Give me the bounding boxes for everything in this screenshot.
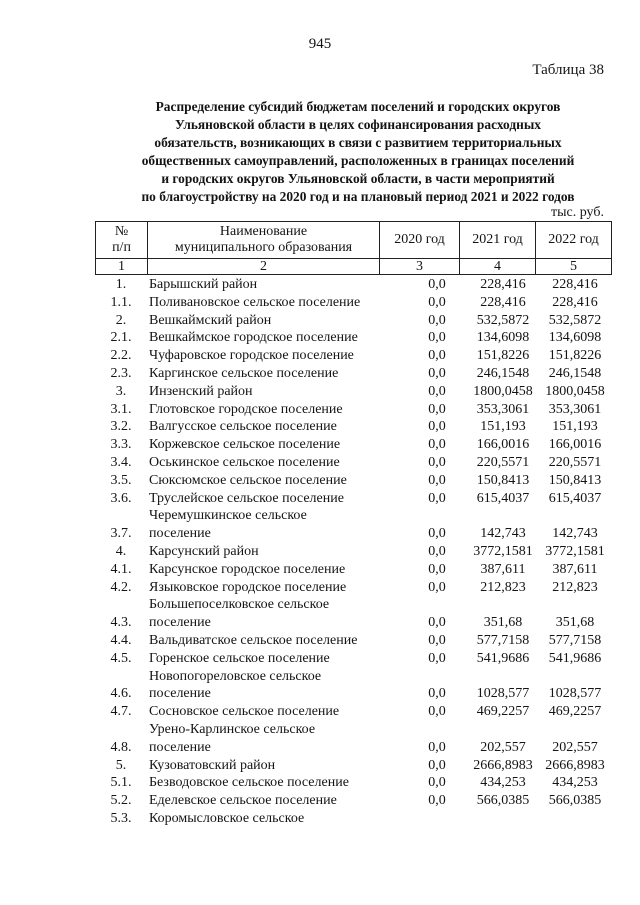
value-2021: 1028,577 [476, 686, 530, 702]
value-2022: 469,2257 [548, 704, 602, 720]
value-2022: 228,416 [552, 294, 598, 310]
row-number: 5.2. [110, 793, 132, 809]
table-row [95, 454, 611, 472]
table-row [95, 774, 611, 792]
value-2021: 577,7158 [476, 632, 530, 648]
row-number: 5. [115, 757, 127, 773]
value-2021: 212,823 [480, 579, 526, 595]
table-row [95, 792, 611, 810]
header-2021: 2021 год [460, 222, 536, 259]
row-name-line: Сосновское сельское поселение [149, 704, 340, 720]
value-2022: 151,193 [552, 419, 598, 435]
table-row [95, 721, 611, 757]
value-2020: 0,0 [428, 615, 446, 631]
row-name [147, 276, 407, 294]
value-2021: 151,8226 [476, 348, 530, 364]
value-2020: 0,0 [428, 277, 446, 292]
value-2022: 2666,8983 [545, 757, 605, 773]
document-title [88, 98, 628, 206]
row-number: 4.3. [110, 615, 132, 631]
value-2022: 541,9686 [548, 650, 602, 666]
row-name-line: Вешкаймское городское поселение [149, 330, 358, 346]
row-name [147, 472, 407, 490]
value-2020: 0,0 [428, 704, 446, 720]
value-2020: 0,0 [428, 419, 446, 435]
row-number: 5.3. [110, 810, 132, 826]
table-row [95, 703, 611, 721]
row-name [147, 383, 407, 401]
value-2020: 0,0 [428, 330, 446, 346]
row-name-line: поселение [149, 739, 211, 755]
row-name-line: Глотовское городское поселение [149, 401, 343, 417]
row-name-line: Кузоватовский район [149, 757, 276, 773]
value-2021: 532,5872 [476, 312, 530, 328]
row-name-line: Коромысловское сельское [149, 810, 305, 826]
value-2020: 0,0 [428, 472, 446, 488]
row-name-line: Поливановское сельское поселение [149, 294, 361, 310]
value-2021: 228,416 [480, 294, 526, 310]
page-number: 945 [308, 36, 332, 52]
row-number: 1. [115, 277, 127, 292]
row-number: 2.3. [110, 365, 132, 381]
value-2021: 220,5571 [476, 454, 530, 470]
value-2021: 353,3061 [476, 401, 530, 417]
row-name-line: Урено-Карлинское сельское [149, 721, 316, 737]
value-2022: 577,7158 [548, 632, 602, 648]
value-2021: 387,611 [480, 561, 526, 577]
value-2021: 3772,1581 [473, 543, 533, 559]
table-row [95, 561, 611, 579]
value-2021: 469,2257 [476, 704, 530, 720]
row-number: 2.1. [110, 330, 132, 346]
row-number: 3.3. [110, 437, 132, 453]
row-name [147, 792, 407, 810]
value-2022: 228,416 [552, 277, 598, 292]
header-num-symbol: № [114, 224, 129, 239]
title-line: Ульяновской области в целях софинансирования расходных [175, 117, 541, 132]
row-name [147, 454, 407, 472]
value-2022: 532,5872 [548, 312, 602, 328]
value-2021: 566,0385 [476, 793, 530, 809]
value-2020: 0,0 [428, 543, 446, 559]
row-name [147, 650, 407, 668]
value-2020: 0,0 [428, 294, 446, 310]
row-name [147, 294, 407, 312]
row-name-line: поселение [149, 526, 211, 542]
header-2022: 2022 год [536, 222, 612, 259]
value-2022: 387,611 [552, 561, 598, 577]
row-number: 3.2. [110, 419, 132, 435]
row-number: 4.1. [110, 561, 132, 577]
header-name-line1: Наименование [219, 224, 308, 239]
table-row [95, 294, 611, 312]
value-2022: 1800,0458 [545, 383, 605, 399]
units-label: тыс. руб. [551, 205, 604, 220]
value-2020: 0,0 [428, 490, 446, 506]
row-name [147, 507, 407, 543]
row-number: 3. [115, 383, 127, 399]
row-name [147, 596, 407, 632]
value-2022: 1028,577 [548, 686, 602, 702]
row-name-line: Коржевское сельское поселение [149, 437, 341, 453]
title-line: по благоустройству на 2020 год и на плановый период 2021 и 2022 годов [141, 189, 575, 204]
table-row [95, 436, 611, 454]
value-2020: 0,0 [428, 739, 446, 755]
row-number: 2. [115, 312, 127, 328]
value-2022: 212,823 [552, 579, 598, 595]
value-2021: 1800,0458 [473, 383, 533, 399]
value-2021: 228,416 [480, 277, 526, 292]
row-name-line: Большепоселковское сельское [149, 597, 330, 613]
column-number: 4 [460, 259, 536, 275]
value-2022: 353,3061 [548, 401, 602, 417]
value-2020: 0,0 [428, 579, 446, 595]
row-name [147, 418, 407, 436]
value-2020: 0,0 [428, 686, 446, 702]
value-2022: 202,557 [552, 739, 598, 755]
value-2021: 150,8413 [476, 472, 530, 488]
row-name [147, 436, 407, 454]
table-row [95, 329, 611, 347]
value-2020: 0,0 [428, 312, 446, 328]
row-name-line: поселение [149, 686, 211, 702]
value-2022: 434,253 [552, 775, 598, 791]
row-name [147, 810, 407, 828]
table-row [95, 650, 611, 668]
table-row [95, 365, 611, 383]
row-number: 4.7. [110, 704, 132, 720]
row-name-line: Горенское сельское поселение [149, 650, 330, 666]
row-number: 4.2. [110, 579, 132, 595]
title-line: и городских округов Ульяновской области, в части мероприятий [161, 171, 555, 186]
row-name [147, 401, 407, 419]
row-number: 3.4. [110, 454, 132, 470]
row-name-line: Вальдиватское сельское поселение [149, 632, 358, 648]
table-row [95, 668, 611, 704]
value-2020: 0,0 [428, 365, 446, 381]
row-name-line: Труслейское сельское поселение [149, 490, 344, 506]
value-2021: 134,6098 [476, 330, 530, 346]
table-row [95, 347, 611, 365]
value-2021: 246,1548 [476, 365, 530, 381]
table-row [95, 418, 611, 436]
value-2021: 615,4037 [476, 490, 530, 506]
value-2022: 220,5571 [548, 454, 602, 470]
row-name [147, 668, 407, 704]
row-name [147, 543, 407, 561]
table-row [95, 757, 611, 775]
value-2021: 166,0016 [476, 437, 530, 453]
row-name-line: Чуфаровское городское поселение [149, 348, 354, 364]
row-name [147, 312, 407, 330]
table-row [95, 507, 611, 543]
row-name-line: Оськинское сельское поселение [149, 454, 340, 470]
value-2022: 134,6098 [548, 330, 602, 346]
value-2022: 3772,1581 [545, 543, 605, 559]
row-name-line: Безводовское сельское поселение [149, 775, 349, 791]
table-row [95, 472, 611, 490]
value-2021: 351,68 [483, 615, 523, 631]
table-label: Таблица 38 [532, 62, 604, 78]
value-2021: 541,9686 [476, 650, 530, 666]
row-name [147, 757, 407, 775]
row-number: 1.1. [110, 294, 132, 310]
table-row [95, 632, 611, 650]
value-2020: 0,0 [428, 632, 446, 648]
value-2021: 2666,8983 [473, 757, 533, 773]
title-line: Распределение субсидий бюджетам поселений и городских округов [155, 99, 561, 114]
row-name-line: Вешкаймский район [149, 312, 272, 328]
value-2022: 166,0016 [548, 437, 602, 453]
row-name [147, 579, 407, 597]
row-name [147, 347, 407, 365]
value-2021: 151,193 [480, 419, 526, 435]
table-row [95, 543, 611, 561]
value-2020: 0,0 [428, 526, 446, 542]
row-number: 4.6. [110, 686, 132, 702]
row-name [147, 721, 407, 757]
row-number: 4.5. [110, 650, 132, 666]
row-name-line: Черемушкинское сельское [149, 508, 307, 524]
value-2022: 615,4037 [548, 490, 602, 506]
row-name-line: Инзенский район [149, 383, 253, 399]
row-number: 3.5. [110, 472, 132, 488]
header-name [148, 222, 380, 259]
row-name-line: Валгусское сельское поселение [149, 419, 337, 435]
row-number: 3.7. [110, 526, 132, 542]
value-2020: 0,0 [428, 437, 446, 453]
header-num-abbr: п/п [112, 240, 131, 255]
row-name [147, 490, 407, 508]
row-number: 4.8. [110, 739, 132, 755]
row-name [147, 774, 407, 792]
value-2022: 246,1548 [548, 365, 602, 381]
value-2020: 0,0 [428, 757, 446, 773]
row-number: 4. [115, 543, 127, 559]
value-2020: 0,0 [428, 793, 446, 809]
table-header [95, 221, 612, 275]
value-2020: 0,0 [428, 383, 446, 399]
row-number: 5.1. [110, 775, 132, 791]
row-name [147, 365, 407, 383]
value-2020: 0,0 [428, 775, 446, 791]
column-number: 5 [536, 259, 612, 275]
value-2020: 0,0 [428, 454, 446, 470]
value-2020: 0,0 [428, 561, 446, 577]
value-2021: 202,557 [480, 739, 526, 755]
row-name-line: Карсунский район [149, 543, 259, 559]
row-name [147, 703, 407, 721]
table-row [95, 276, 611, 294]
table-row [95, 579, 611, 597]
header-2020: 2020 год [380, 222, 460, 259]
value-2022: 151,8226 [548, 348, 602, 364]
table-row [95, 596, 611, 632]
row-number: 3.1. [110, 401, 132, 417]
row-name-line: Сюксюмское сельское поселение [149, 472, 347, 488]
value-2020: 0,0 [428, 401, 446, 417]
title-line: обязательств, возникающих в связи с развитием территориальных [154, 135, 562, 150]
header-num [96, 222, 148, 259]
header-name-line2: муниципального образования [174, 240, 353, 255]
row-name-line: Каргинское сельское поселение [149, 365, 339, 381]
table-body [95, 276, 611, 828]
table-row [95, 401, 611, 419]
column-number: 2 [148, 259, 380, 275]
value-2021: 434,253 [480, 775, 526, 791]
table-row [95, 810, 611, 828]
value-2022: 150,8413 [548, 472, 602, 488]
row-number: 3.6. [110, 490, 132, 506]
table-row [95, 312, 611, 330]
row-name-line: Языковское городское поселение [149, 579, 347, 595]
value-2022: 351,68 [555, 615, 595, 631]
table-row [95, 490, 611, 508]
value-2021: 142,743 [480, 526, 526, 542]
title-line: общественных самоуправлений, расположенных в границах поселений [141, 153, 575, 168]
row-number: 2.2. [110, 348, 132, 364]
row-name [147, 329, 407, 347]
row-name [147, 561, 407, 579]
row-number: 4.4. [110, 632, 132, 648]
table-row [95, 383, 611, 401]
row-name-line: Новопогореловское сельское [149, 668, 322, 684]
row-name [147, 632, 407, 650]
value-2020: 0,0 [428, 348, 446, 364]
column-number: 1 [96, 259, 148, 275]
column-number: 3 [380, 259, 460, 275]
row-name-line: поселение [149, 615, 211, 631]
value-2022: 142,743 [552, 526, 598, 542]
row-name-line: Еделевское сельское поселение [149, 793, 337, 809]
value-2020: 0,0 [428, 650, 446, 666]
row-name-line: Барышский район [149, 277, 258, 292]
value-2022: 566,0385 [548, 793, 602, 809]
row-name-line: Карсунское городское поселение [149, 561, 346, 577]
